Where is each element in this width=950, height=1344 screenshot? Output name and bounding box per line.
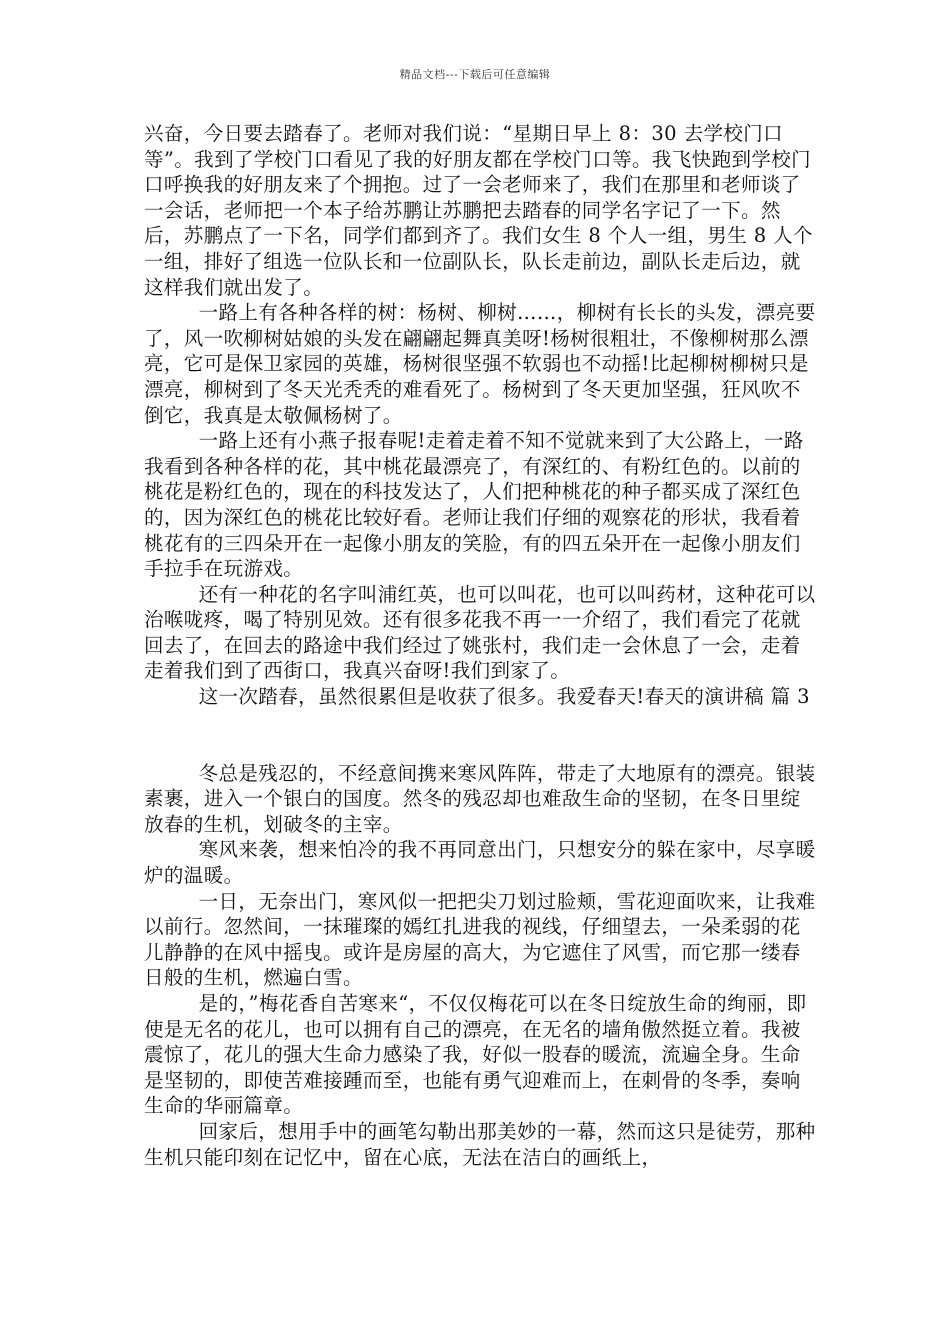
page-header: 精品文档---下载后可任意编辑 <box>399 68 551 81</box>
document-body <box>144 121 816 1170</box>
paragraph: 一路上还有小燕子报春呢!走着走着不知不觉就来到了大公路上，一路我看到各种各样的花，其中桃花最漂亮了，有深红的、有粉红色的。以前的桃花是粉红色的，现在的科技发达了，人们把种桃花的种子都买成了深红色的，因为深红色的桃花比较好看。老师让我们仔细的观察花的形状，我看着桃花有的三四朵开在一起像小朋友的笑脸，有的四五朵开在一起像小朋友们手拉手在玩游戏。 <box>144 429 804 581</box>
paragraph: 冬总是残忍的，不经意间携来寒风阵阵，带走了大地原有的漂亮。银装素裹，进入一个银白的国度。然冬的残忍却也难敌生命的坚韧，在冬日里绽放春的生机，划破冬的主宰。 <box>144 761 816 836</box>
section-after <box>144 761 816 1171</box>
paragraph: 一日，无奈出门，寒风似一把把尖刀划过脸颊，雪花迎面吹来，让我难以前行。忽然间，一抹璀璨的嫣红扎进我的视线，仔细望去，一朵柔弱的花儿静静的在风中摇曳。或许是房屋的高大，为它遮住了风雪，而它那一缕春日般的生机，燃遍白雪。 <box>144 889 816 990</box>
section-before <box>144 121 816 710</box>
paragraph: 还有一种花的名字叫浦红英，也可以叫花，也可以叫药材，这种花可以治喉咙疼，喝了特别见效。还有很多花我不再一一介绍了，我们看完了花就回去了，在回去的路途中我们经过了姚张村，我们走一会休息了一会，走着走着我们到了西街口，我真兴奋呀!我们到家了。 <box>144 582 816 683</box>
paragraph: 兴奋，今日要去踏春了。老师对我们说：“星期日早上 8：30 去学校门口等”。我到了学校门口看见了我的好朋友都在学校门口等。我飞快跑到学校门口呼换我的好朋友来了个拥抱。过了一会老师来了，我们在那里和老师谈了一会话，老师把一个本子给苏鹏让苏鹏把去踏春的同学名字记了一下。然后，苏鹏点了一下名，同学们都到齐了。我们女生 8 个人一组，男生 8 人个一组，排好了组选一位队长和一位副队长，队长走前边，副队长走后边，就这样我们就出发了。 <box>144 122 813 299</box>
section-gap <box>144 710 816 761</box>
paragraph: 回家后，想用手中的画笔勾勒出那美妙的一幕，然而这只是徒劳，那种生机只能印刻在记忆中，留在心底，无法在洁白的画纸上， <box>144 1119 816 1169</box>
paragraph: 一路上有各种各样的树：杨树、柳树……，柳树有长长的头发，漂亮要了，风一吹柳树姑娘的头发在翩翩起舞真美呀!杨树很粗壮，不像柳树那么漂亮，它可是保卫家园的英雄，杨树很坚强不软弱也不动摇!比起柳树柳树只是漂亮，柳树到了冬天光秃秃的难看死了。杨树到了冬天更加坚强，狂风吹不倒它，我真是太敬佩杨树了。 <box>144 301 816 427</box>
paragraph: 寒风来袭，想来怕冷的我不再同意出门，只想安分的躲在家中，尽享暖炉的温暖。 <box>144 838 816 888</box>
paragraph: 这一次踏春，虽然很累但是收获了很多。我爱春天!春天的演讲稿 篇 3 <box>198 685 810 709</box>
paragraph: 是的，”梅花香自苦寒来“，不仅仅梅花可以在冬日绽放生命的绚丽，即使是无名的花儿，也可以拥有自己的漂亮，在无名的墙角傲然挺立着。我被震惊了，花儿的强大生命力感染了我，好似一股春的暖流，流遍全身。生命是坚韧的，即使苦难接踵而至，也能有勇气迎难而上，在刺骨的冬季，奏响生命的华丽篇章。 <box>144 992 807 1118</box>
